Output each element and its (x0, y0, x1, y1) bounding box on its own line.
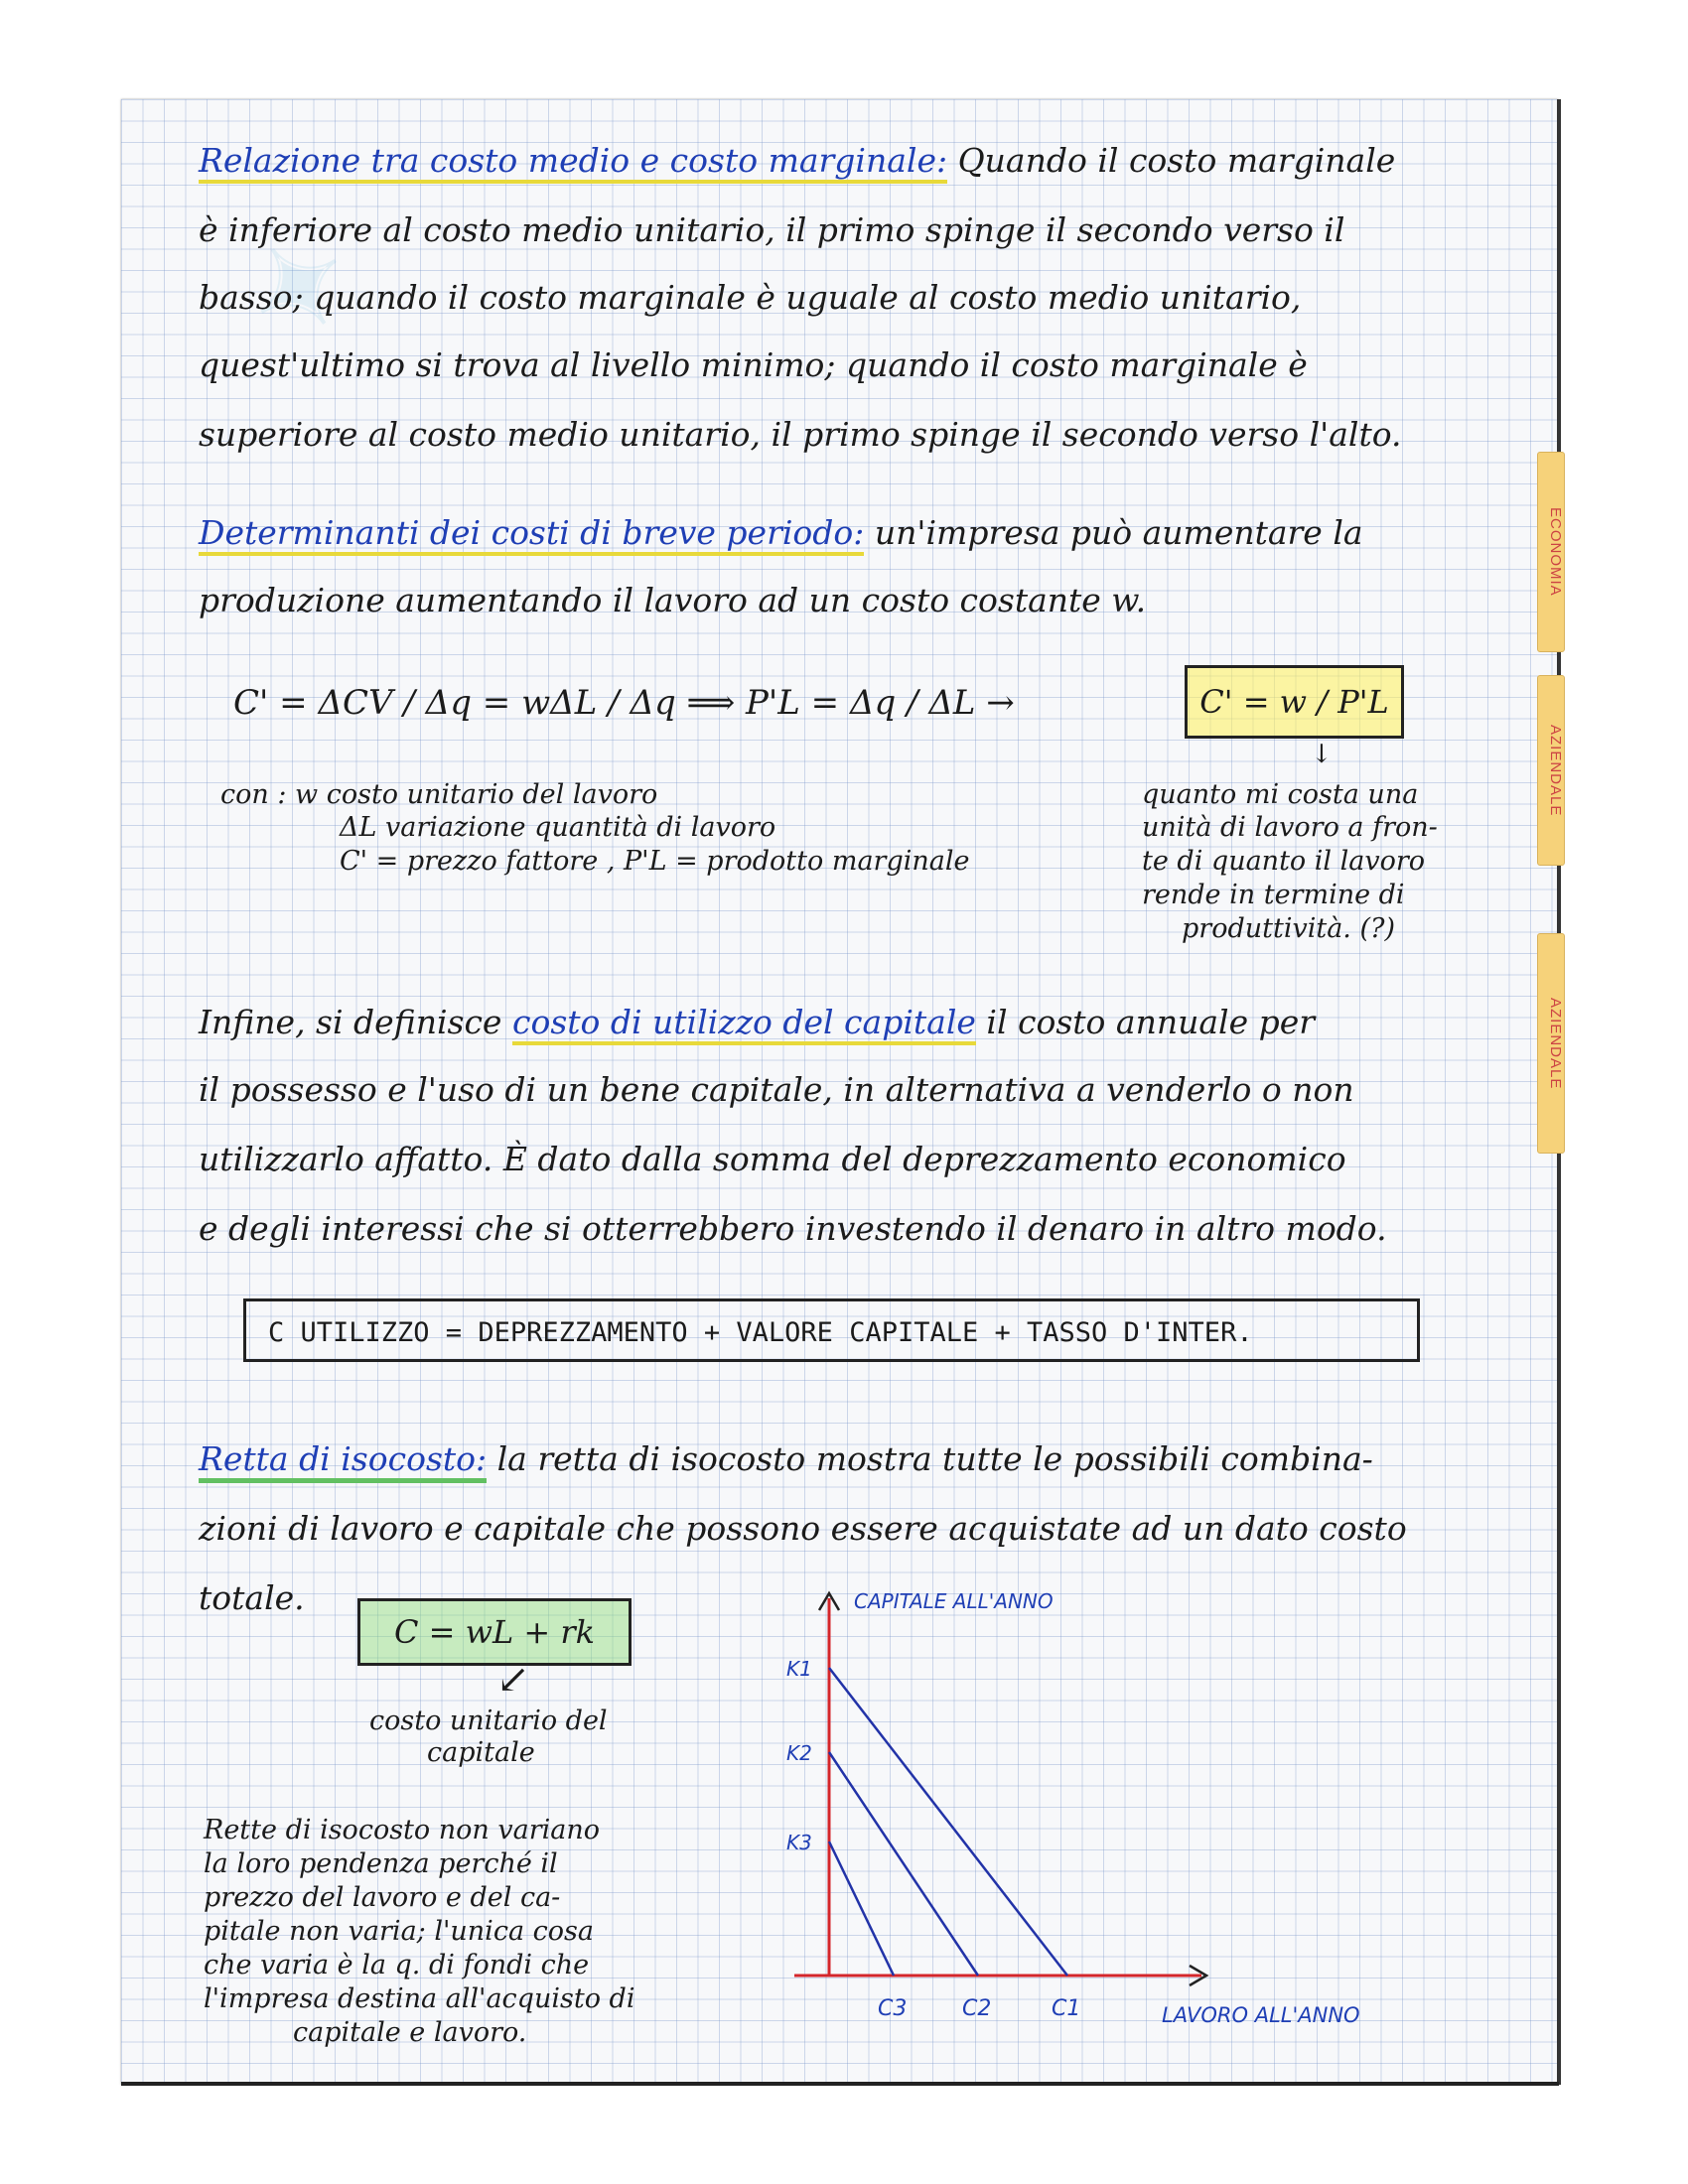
paragraph-line4: pitale non varia; l'unica cosa (204, 1916, 594, 1947)
tab-aziendale-2: AZIENDALE (1537, 933, 1565, 1154)
section3-line4: e degli interessi che si otterrebbero investendo il denaro in altro modo. (199, 1209, 1387, 1248)
x-tick-label-c1: C1 (1052, 1996, 1081, 2021)
boxed-isocost-formula: C = wL + rk (357, 1598, 632, 1666)
arrow-note-line1: costo unitario del (369, 1706, 608, 1736)
legend-line2: ΔL variazione quantità di lavoro (340, 812, 776, 843)
boxed-marginal-cost-formula: C' = w / P'L (1185, 665, 1404, 739)
tab-aziendale-1: AZIENDALE (1537, 675, 1565, 866)
legend-line1: con : w costo unitario del lavoro (220, 779, 658, 810)
section4-line2: zioni di lavoro e capitale che possono essere acquistate ad un dato costo (199, 1509, 1407, 1548)
tab-economia: ECONOMIA (1537, 452, 1565, 652)
note-line4: rende in termine di (1142, 880, 1405, 910)
y-tick-label-k2: K2 (786, 1741, 812, 1765)
section4-line3: totale. (199, 1578, 305, 1617)
section2-line2: produzione aumentando il lavoro ad un costo costante w. (199, 581, 1147, 619)
isocost-chart (774, 1578, 1470, 2035)
page-edge-bottom (121, 2082, 1559, 2086)
section3-line2: il possesso e l'uso di un bene capitale, in alternativa a venderlo o non (199, 1070, 1354, 1109)
section3-line3: utilizzarlo affatto. È dato dalla somma del deprezzamento economico (199, 1140, 1346, 1178)
arrow-note-line2: capitale (427, 1737, 535, 1768)
paragraph-line7: capitale e lavoro. (293, 2017, 527, 2048)
note-line5: produttività. (?) (1182, 913, 1395, 944)
paragraph-line6: l'impresa destina all'acquisto di (204, 1983, 635, 2014)
x-tick-label-c2: C2 (962, 1996, 992, 2021)
section1-line3: basso; quando il costo marginale è uguale al costo medio unitario, (199, 278, 1302, 317)
watermark-logo: ✦ (220, 205, 379, 372)
boxed-utilization-formula: C UTILIZZO = DEPREZZAMENTO + VALORE CAPITALE + TASSO D'INTER. (243, 1298, 1420, 1362)
paragraph-line5: che varia è la q. di fondi che (204, 1950, 590, 1980)
section1-line5: superiore al costo medio unitario, il primo spinge il secondo verso l'alto. (199, 415, 1402, 454)
y-tick-label-k1: K1 (786, 1657, 812, 1681)
section1-first-line: Quando il costo marginale (957, 141, 1396, 180)
section2-line1 (199, 513, 1529, 552)
section1-line4: quest'ultimo si trova al livello minimo; quando il costo marginale è (199, 345, 1308, 384)
y-tick-label-k3: K3 (786, 1831, 812, 1854)
x-axis-label: LAVORO ALL'ANNO (1162, 2003, 1360, 2027)
paragraph-line3: prezzo del lavoro e del ca- (204, 1882, 561, 1913)
curved-arrow-icon: ↙ (496, 1657, 530, 1703)
isocost-line-2 (829, 1752, 978, 1976)
note-line3: te di quanto il lavoro (1142, 846, 1426, 877)
section1-line2: è inferiore al costo medio unitario, il primo spinge il secondo verso il (199, 210, 1345, 249)
legend-line3: C' = prezzo fattore , P'L = prodotto marginale (340, 846, 970, 877)
cost-formula: C' = ΔCV / Δq = wΔL / Δq ⟹ P'L = Δq / ΔL → (233, 683, 1015, 723)
section4-heading: Retta di isocosto: (199, 1439, 487, 1483)
x-tick-label-c3: C3 (878, 1996, 908, 2021)
section2-first-line: un'impresa può aumentare la (874, 513, 1363, 552)
section4-first-line: la retta di isocosto mostra tutte le possibili combina- (496, 1439, 1373, 1478)
down-arrow-icon: ↓ (1311, 740, 1333, 769)
section3-term: costo di utilizzo del capitale (512, 1003, 976, 1045)
section2-heading: Determinanti dei costi di breve periodo: (199, 513, 864, 556)
y-axis-label: CAPITALE ALL'ANNO (854, 1589, 1054, 1613)
section3-lead: Infine, si definisce (199, 1003, 502, 1041)
paragraph-line1: Rette di isocosto non variano (204, 1815, 600, 1845)
paragraph-line2: la loro pendenza perché il (204, 1848, 558, 1879)
note-line2: unità di lavoro a fron- (1142, 812, 1438, 843)
section4-line1 (199, 1439, 1529, 1478)
section1-heading: Relazione tra costo medio e costo marginale: (199, 141, 947, 184)
isocost-line-3 (829, 1842, 894, 1976)
section1-line1 (199, 141, 1529, 180)
note-line1: quanto mi costa una (1142, 779, 1419, 810)
section3-first-line: il costo annuale per (986, 1003, 1316, 1041)
section3-line1 (199, 1003, 1529, 1041)
